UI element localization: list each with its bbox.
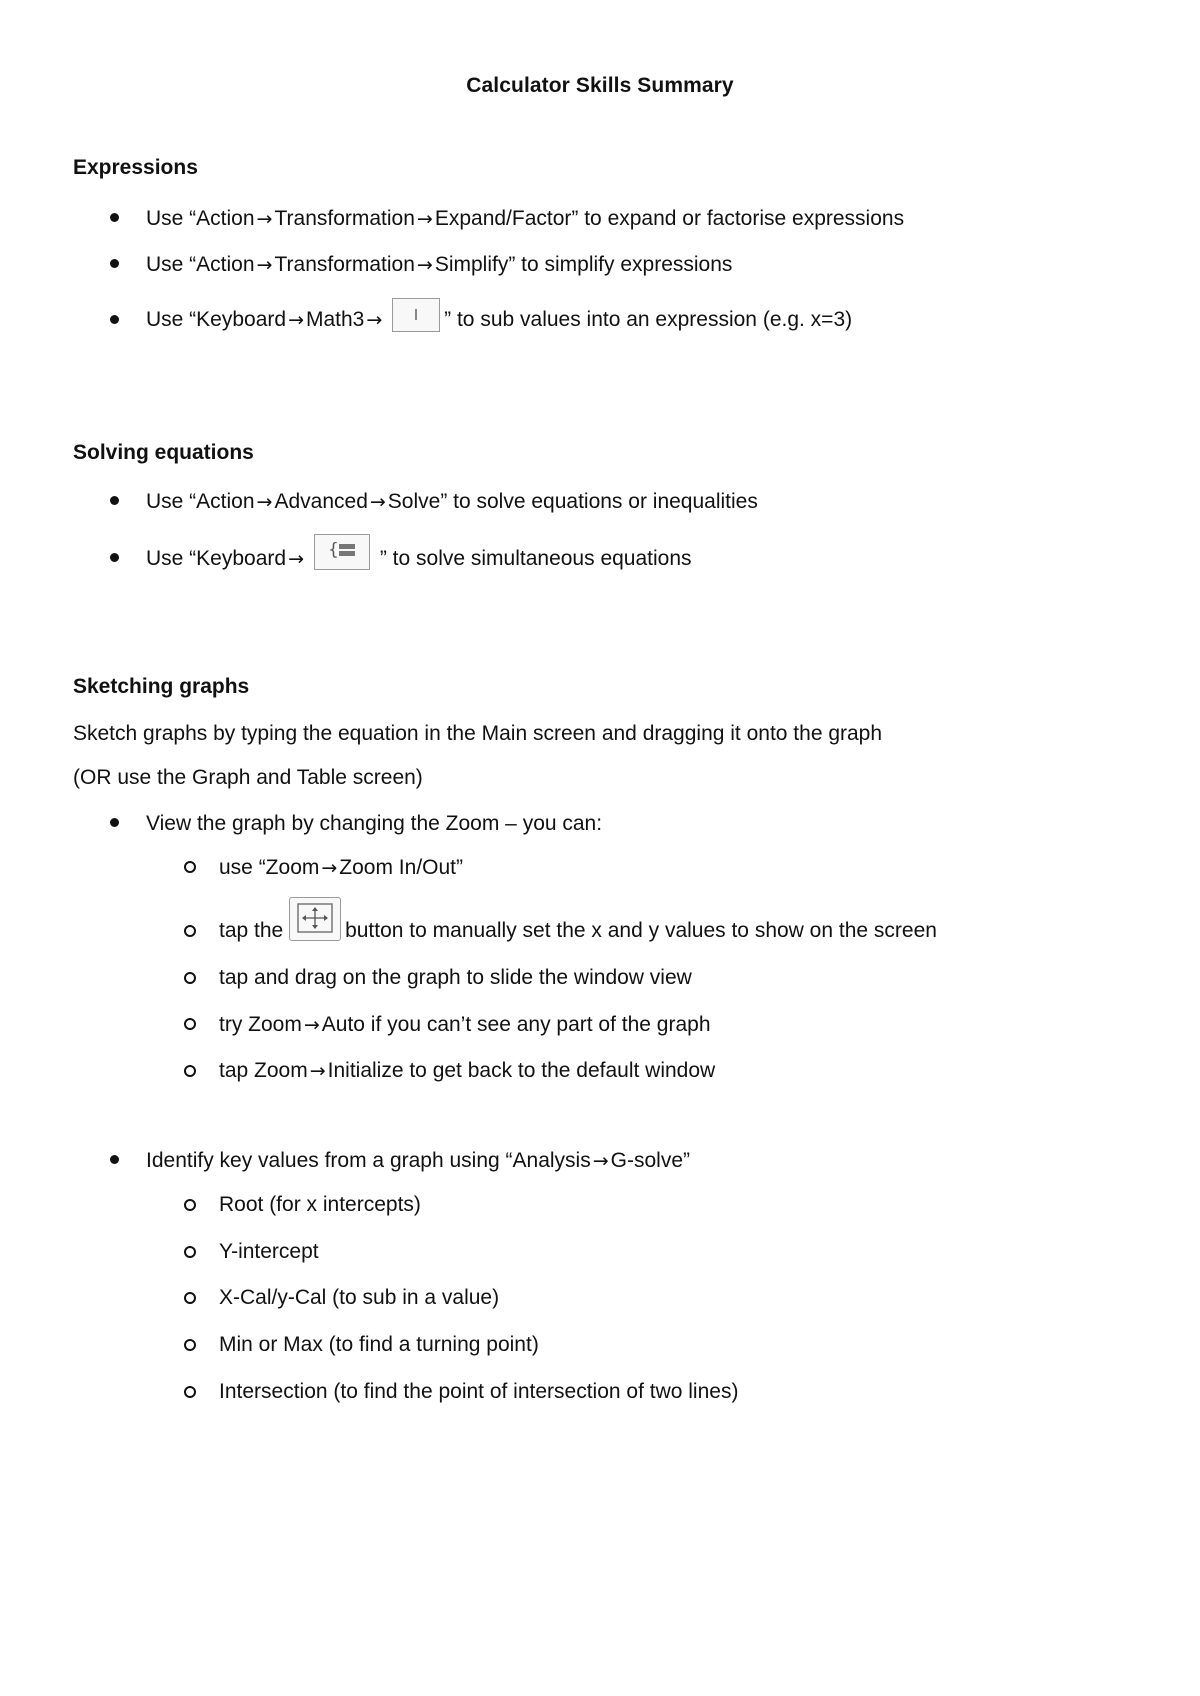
gsolve-sub-item: Y-intercept (219, 1240, 319, 1263)
heading-expressions: Expressions (73, 156, 198, 179)
substitute-bar-key-icon (392, 298, 440, 332)
sub-bullet-icon (184, 1065, 196, 1077)
bullet-icon (110, 213, 119, 222)
gsolve-sub-item: Intersection (to find the point of intersection of two lines) (219, 1380, 739, 1403)
sub-bullet-icon (184, 1018, 196, 1030)
heading-solving-equations: Solving equations (73, 441, 254, 464)
bullet-icon (110, 259, 119, 268)
expressions-item-simplify: Use “Action →Transformation →Simplify” to simplify expressions (146, 253, 733, 276)
sub-bullet-icon (184, 861, 196, 873)
svg-text:{: { (327, 540, 339, 561)
bullet-icon (110, 496, 119, 505)
sub-bullet-icon (184, 925, 196, 937)
arrow-icon: → (369, 491, 386, 513)
sketching-paragraph: Sketch graphs by typing the equation in the Main screen and dragging it onto the graph (73, 722, 883, 745)
sub-bullet-icon (184, 972, 196, 984)
sub-bullet-icon (184, 1386, 196, 1398)
arrow-icon: → (288, 548, 304, 570)
gsolve-sub-item: Root (for x intercepts) (219, 1193, 421, 1216)
arrow-icon: → (416, 254, 433, 276)
sketching-bullet-zoom: View the graph by changing the Zoom – you can: (146, 812, 603, 835)
page-title: Calculator Skills Summary (466, 74, 734, 97)
zoom-sub-item: try Zoom →Auto if you can’t see any part of the graph (219, 1013, 711, 1036)
gsolve-sub-item: Min or Max (to find a turning point) (219, 1333, 539, 1356)
bullet-icon (110, 315, 119, 324)
bullet-icon (110, 553, 119, 562)
zoom-sub-item: tap and drag on the graph to slide the window view (219, 966, 692, 989)
bullet-icon (110, 818, 119, 827)
arrow-icon: → (592, 1150, 609, 1172)
solving-item-simultaneous: Use “Keyboard → { ” to solve simultaneous equations (146, 546, 692, 572)
sub-bullet-icon (184, 1339, 196, 1351)
arrow-icon: → (321, 857, 338, 879)
zoom-sub-item: tap the button to manually set the x and y values to show on the screen (219, 918, 937, 944)
simultaneous-equations-key-icon (314, 534, 370, 570)
view-window-icon (289, 897, 341, 941)
expressions-item-substitute: Use “Keyboard →Math3 → ” to sub values into an expression (e.g. x=3) (146, 307, 852, 333)
arrow-icon: → (256, 208, 273, 230)
bullet-icon (110, 1155, 119, 1164)
arrow-icon: → (366, 309, 383, 331)
zoom-sub-item: tap Zoom →Initialize to get back to the default window (219, 1059, 716, 1082)
sub-bullet-icon (184, 1292, 196, 1304)
arrow-icon: → (256, 254, 273, 276)
expressions-item-expand: Use “Action →Transformation →Expand/Factor” to expand or factorise expressions (146, 207, 905, 230)
sub-bullet-icon (184, 1246, 196, 1258)
arrow-icon: → (309, 1060, 326, 1082)
sketching-bullet-gsolve: Identify key values from a graph using “Analysis →G-solve” (146, 1149, 690, 1172)
arrow-icon: → (256, 491, 273, 513)
solving-item-solve: Use “Action →Advanced →Solve” to solve equations or inequalities (146, 490, 758, 513)
arrow-icon: → (416, 208, 433, 230)
gsolve-sub-item: X-Cal/y-Cal (to sub in a value) (219, 1286, 500, 1309)
sketching-paragraph-alt: (OR use the Graph and Table screen) (73, 766, 423, 789)
heading-sketching-graphs: Sketching graphs (73, 675, 250, 698)
sub-bullet-icon (184, 1199, 196, 1211)
arrow-icon: → (303, 1014, 320, 1036)
zoom-sub-item: use “Zoom →Zoom In/Out” (219, 856, 463, 879)
arrow-icon: → (288, 309, 304, 331)
